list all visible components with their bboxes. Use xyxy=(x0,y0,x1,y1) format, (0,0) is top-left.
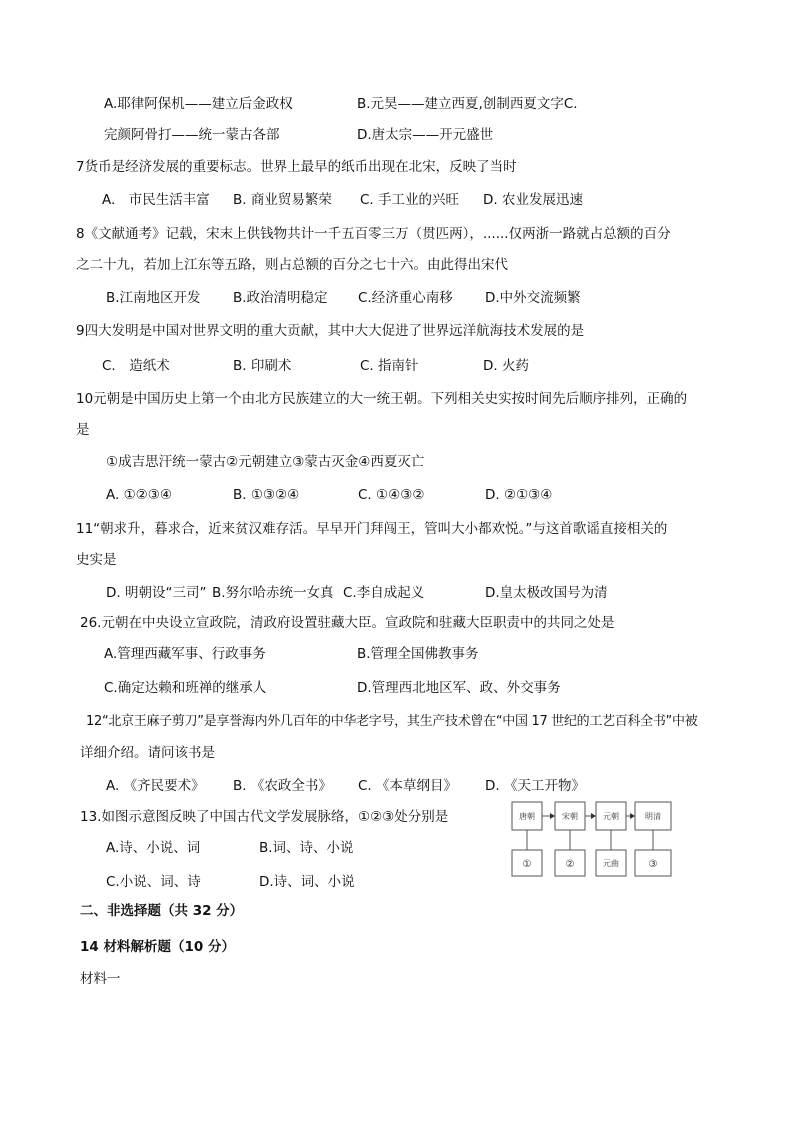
q9-option-a: C. 造纸术 xyxy=(102,358,170,374)
diagram-form-4: ③ xyxy=(648,859,658,870)
q26-option-d: D.管理西北地区军、政、外交事务 xyxy=(357,680,561,696)
q13-option-c: C.小说、词、诗 xyxy=(106,874,201,890)
q14-material-1: 材料一 xyxy=(80,971,121,987)
q8-option-a: B.江南地区开发 xyxy=(106,290,201,306)
q13-option-b: B.词、诗、小说 xyxy=(259,840,354,856)
diagram-dynasty-3: 元朝 xyxy=(603,812,619,821)
q8-option-b: B.政治清明稳定 xyxy=(233,290,328,306)
q6-option-a: A.耶律阿保机——建立后金政权 xyxy=(104,96,293,112)
q8-option-d: D.中外交流频繁 xyxy=(485,290,581,306)
q10-option-b: B. ①③②④ xyxy=(233,487,300,503)
q11-option-a: D. 明朝设“三司” xyxy=(106,585,207,601)
q12-option-c: C. 《本草纲目》 xyxy=(358,778,458,794)
q9-option-b: B. 印刷术 xyxy=(233,358,292,374)
q12-stem-line2: 详细介绍。请问该书是 xyxy=(80,745,215,761)
q13-option-a: A.诗、小说、词 xyxy=(106,840,201,856)
q12-option-d: D. 《天工开物》 xyxy=(485,778,585,794)
q10-option-a: A. ①②③④ xyxy=(106,487,172,503)
q13-stem: 13.如图示意图反映了中国古代文学发展脉络，①②③处分别是 xyxy=(80,809,449,825)
section-heading-non-choice: 二、非选择题（共 32 分） xyxy=(80,903,244,919)
q12-stem-line1: 12“北京王麻子剪刀”是享誉海内外几百年的中华老字号，其生产技术曾在“中国 17 世纪的工艺百科全书”中被 xyxy=(86,714,698,729)
diagram-dynasty-4: 明清 xyxy=(645,812,661,821)
q10-option-d: D. ②①③④ xyxy=(485,487,553,503)
q10-events: ①成吉思汗统一蒙古②元朝建立③蒙古灭金④西夏灭亡 xyxy=(106,454,425,470)
q9-option-c: C. 指南针 xyxy=(360,358,419,374)
q8-stem-line2: 之二十九，若加上江东等五路，则占总额的百分之七十六。由此得出宋代 xyxy=(76,257,508,273)
q13-option-d: D.诗、词、小说 xyxy=(259,874,355,890)
q6-option-b: B.元昊——建立西夏,创制西夏文字C. xyxy=(357,96,578,112)
q12-option-a: A. 《齐民要术》 xyxy=(106,778,205,794)
q8-option-c: C.经济重心南移 xyxy=(358,290,453,306)
q10-option-c: C. ①④③② xyxy=(358,487,425,503)
q26-stem: 26.元朝在中央设立宣政院，清政府设置驻藏大臣。宣政院和驻藏大臣职责中的共同之处是 xyxy=(80,615,615,631)
q11-option-b: B.努尔哈赤统一女真 xyxy=(212,585,334,601)
literature-flow-diagram xyxy=(508,798,678,880)
q7-option-a: A. 市民生活丰富 xyxy=(102,192,210,208)
diagram-form-3: 元曲 xyxy=(603,859,619,868)
q9-option-d: D. 火药 xyxy=(483,358,529,374)
q10-stem-line1: 10元朝是中国历史上第一个由北方民族建立的大一统王朝。下列相关史实按时间先后顺序排列，正确的 xyxy=(76,391,688,407)
q11-stem-line1: 11“朝求升，暮求合，近来贫汉难存活。早早开门拜闯王，管叫大小都欢悦。”与这首歌谣直接相关的 xyxy=(76,521,668,537)
q26-option-c: C.确定达赖和班禅的继承人 xyxy=(104,680,267,696)
diagram-arrowhead-2 xyxy=(591,813,596,819)
q7-option-c: C. 手工业的兴旺 xyxy=(360,192,460,208)
diagram-dynasty-1: 唐朝 xyxy=(519,812,535,821)
q7-option-b: B. 商业贸易繁荣 xyxy=(233,192,332,208)
q10-stem-line2: 是 xyxy=(76,422,90,438)
q8-stem-line1: 8《文献通考》记载，宋末上供钱物共计一千五百零三万（贯匹两），......仅两浙一路就占总额的百分 xyxy=(76,226,671,242)
q7-option-d: D. 农业发展迅速 xyxy=(483,192,583,208)
q11-option-c: C.李自成起义 xyxy=(343,585,425,601)
q14-title: 14 材料解析题（10 分） xyxy=(80,939,235,955)
diagram-form-2: ② xyxy=(565,859,575,870)
q6-option-d: D.唐太宗——开元盛世 xyxy=(357,127,494,143)
q26-option-a: A.管理西藏军事、行政事务 xyxy=(104,646,266,662)
q26-option-b: B.管理全国佛教事务 xyxy=(357,646,479,662)
q6-option-c: 完颜阿骨打——统一蒙古各部 xyxy=(104,127,280,143)
q7-stem: 7货币是经济发展的重要标志。世界上最早的纸币出现在北宋，反映了当时 xyxy=(76,159,517,175)
diagram-form-1: ① xyxy=(522,859,532,870)
q11-option-d: D.皇太极改国号为清 xyxy=(485,585,608,601)
q12-option-b: B. 《农政全书》 xyxy=(233,778,332,794)
diagram-dynasty-2: 宋朝 xyxy=(562,812,578,821)
q9-stem: 9四大发明是中国对世界文明的重大贡献，其中大大促进了世界远洋航海技术发展的是 xyxy=(76,323,585,339)
diagram-arrowhead-1 xyxy=(550,813,555,819)
diagram-arrowhead-3 xyxy=(630,813,635,819)
q11-stem-line2: 史实是 xyxy=(76,552,117,568)
